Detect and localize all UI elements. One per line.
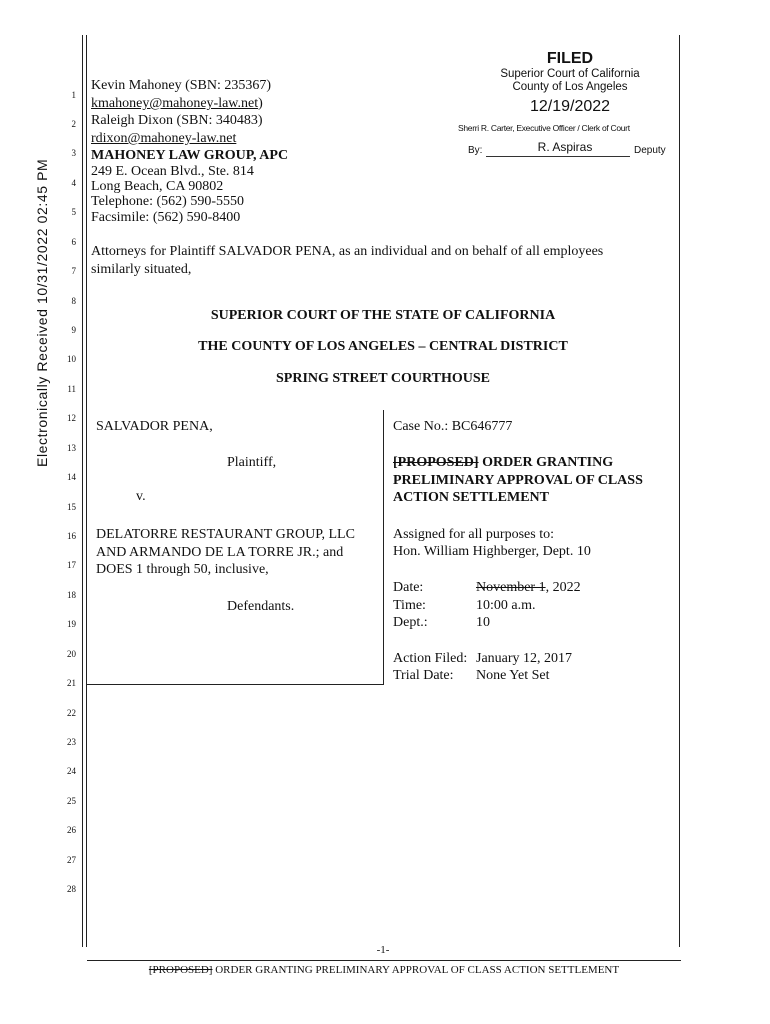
right-margin-line [679, 35, 680, 947]
address-line-2: Long Beach, CA 90802 [91, 179, 224, 194]
line-number: 24 [67, 766, 76, 776]
action-filed-value: January 12, 2017 [476, 651, 573, 666]
line-number: 19 [67, 619, 76, 629]
line-number: 25 [67, 796, 76, 806]
versus: v. [136, 489, 146, 504]
line-number: 10 [67, 354, 76, 364]
proposed-strikethrough: [PROPOSED] [393, 455, 479, 470]
line-number: 23 [67, 737, 76, 747]
address-line-1: 249 E. Ocean Blvd., Ste. 814 [91, 164, 254, 179]
footer-title [87, 964, 681, 976]
court-heading-2: THE COUNTY OF LOS ANGELES – CENTRAL DISTRICT [198, 339, 568, 354]
line-number: 9 [71, 325, 76, 335]
hearing-dept-value: 10 [476, 615, 490, 630]
attorney-line-3: Raleigh Dixon (SBN: 340483) [91, 113, 263, 128]
line-number: 1 [71, 90, 76, 100]
line-number: 28 [67, 884, 76, 894]
filed-county: County of Los Angeles [512, 81, 628, 93]
footer-title-text: ORDER GRANTING PRELIMINARY APPROVAL OF CLASS ACTION SETTLEMENT [212, 964, 620, 976]
line-number: 17 [67, 560, 76, 570]
attorneys-for-line-1: Attorneys for Plaintiff SALVADOR PENA, as an individual and on behalf of all employees [91, 244, 604, 259]
date-year: , 2022 [545, 580, 581, 595]
line-number: 4 [71, 178, 76, 188]
line-number: 15 [67, 502, 76, 512]
defendant-line-3: DOES 1 through 50, inclusive, [96, 562, 269, 577]
attorney-email-2[interactable]: rdixon@mahoney-law.net [91, 131, 237, 146]
line-number: 5 [71, 207, 76, 217]
filed-court: Superior Court of California [500, 68, 640, 80]
hearing-date-label: Date: [393, 580, 424, 595]
line-number: 20 [67, 649, 76, 659]
hearing-time-label: Time: [393, 598, 426, 613]
case-number: Case No.: BC646777 [393, 419, 513, 434]
line-number: 2 [71, 119, 76, 129]
defendants-label: Defendants. [227, 599, 295, 614]
footer-proposed-strikethrough: [PROPOSED] [148, 964, 213, 976]
defendant-line-2: AND ARMANDO DE LA TORRE JR.; and [96, 545, 344, 560]
line-number: 16 [67, 531, 76, 541]
footer-rule [87, 960, 681, 961]
line-number: 12 [67, 413, 76, 423]
hearing-dept-label: Dept.: [393, 615, 428, 630]
line-number: 3 [71, 148, 76, 158]
telephone: Telephone: (562) 590-5550 [91, 194, 244, 209]
filed-by-label: By: [468, 145, 483, 156]
left-margin-line-inner [86, 35, 87, 947]
document-title-line-2: PRELIMINARY APPROVAL OF CLASS [393, 473, 643, 488]
hearing-date-value [476, 579, 581, 596]
caption-bottom-rule [87, 684, 384, 685]
line-number: 11 [67, 384, 76, 394]
court-heading-1: SUPERIOR COURT OF THE STATE OF CALIFORNIA [210, 308, 556, 323]
filed-title: FILED [546, 50, 594, 67]
line-number: 18 [67, 590, 76, 600]
assigned-line-1: Assigned for all purposes to: [393, 527, 554, 542]
title-part: ORDER GRANTING [478, 455, 614, 470]
action-filed-label: Action Filed: [393, 651, 468, 666]
left-margin-line [82, 35, 83, 947]
line-number: 27 [67, 855, 76, 865]
electronically-received-stamp: Electronically Received 10/31/2022 02:45 PM [34, 158, 50, 467]
filed-officer: Sherri R. Carter, Executive Officer / Clerk of Court [458, 123, 630, 133]
email-close-paren: ) [258, 96, 263, 111]
trial-date-label: Trial Date: [393, 668, 454, 683]
attorneys-for-line-2: similarly situated, [91, 262, 192, 277]
caption-divider [383, 410, 384, 685]
plaintiff-label: Plaintiff, [227, 455, 277, 470]
line-number: 13 [67, 443, 76, 453]
line-number: 6 [71, 237, 76, 247]
filed-deputy-label: Deputy [634, 145, 666, 156]
filed-signature-line [486, 156, 630, 157]
filed-date: 12/19/2022 [529, 98, 611, 115]
line-number: 26 [67, 825, 76, 835]
plaintiff-name: SALVADOR PENA, [96, 419, 213, 434]
attorney-line-1: Kevin Mahoney (SBN: 235367) [91, 78, 272, 93]
document-title-line-1 [393, 454, 613, 471]
assigned-line-2: Hon. William Highberger, Dept. 10 [393, 544, 591, 559]
attorney-email-1[interactable]: kmahoney@mahoney-law.net [91, 96, 259, 111]
line-number: 21 [67, 678, 76, 688]
firm-name: MAHONEY LAW GROUP, APC [91, 148, 289, 163]
trial-date-value: None Yet Set [476, 668, 550, 683]
filed-deputy-name: R. Aspiras [537, 140, 593, 154]
document-title-line-3: ACTION SETTLEMENT [393, 490, 549, 505]
page-number: -1- [376, 944, 390, 956]
court-heading-3: SPRING STREET COURTHOUSE [276, 371, 490, 386]
facsimile: Facsimile: (562) 590-8400 [91, 210, 241, 225]
defendant-line-1: DELATORRE RESTAURANT GROUP, LLC [96, 527, 355, 542]
line-number: 14 [67, 472, 76, 482]
line-number: 22 [67, 708, 76, 718]
hearing-time-value: 10:00 a.m. [476, 598, 536, 613]
line-number: 7 [71, 266, 76, 276]
old-date-strikethrough: November 1 [476, 580, 546, 595]
attorney-email-1-line [91, 95, 263, 112]
line-number: 8 [71, 296, 76, 306]
